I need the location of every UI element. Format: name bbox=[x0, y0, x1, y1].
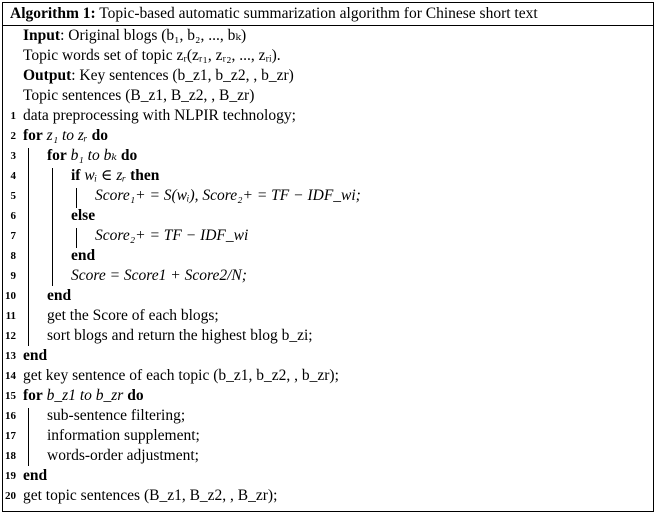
condition: wᵢ ∈ zᵣ bbox=[84, 167, 127, 184]
line-text: get topic sentences (B_z1, B_z2, , B_zr); bbox=[23, 487, 278, 504]
line-number: 7 bbox=[10, 230, 16, 242]
line-number: 5 bbox=[10, 190, 16, 202]
line-number: 18 bbox=[5, 450, 16, 462]
line-number: 17 bbox=[5, 430, 16, 442]
caption-label: Algorithm 1: bbox=[10, 5, 96, 22]
end-keyword: end bbox=[23, 467, 48, 484]
output-keyword: Output bbox=[23, 67, 72, 84]
loop-range: z₁ to zᵣ bbox=[46, 127, 88, 144]
line-text: get key sentence of each topic (b_z1, b_z2, , b_zr); bbox=[23, 367, 339, 384]
end-keyword: end bbox=[71, 247, 96, 264]
topic-words-text: Topic words set of topic zᵣ(zᵣ₁, zᵣ₂, ..., zᵣᵢ). bbox=[23, 47, 281, 64]
caption-title: Topic-based automatic summarization algorithm for Chinese short text bbox=[99, 5, 538, 22]
line-number: 1 bbox=[10, 110, 16, 122]
line-number: 2 bbox=[10, 130, 16, 142]
end-keyword: end bbox=[47, 287, 72, 304]
for-keyword: for bbox=[23, 387, 43, 404]
do-keyword: do bbox=[120, 147, 138, 164]
for-keyword: for bbox=[23, 127, 43, 144]
score-update: Score₂+ = TF − IDF_wi bbox=[95, 227, 249, 244]
loop-range: b₁ to bₖ bbox=[70, 147, 118, 164]
if-block-guide bbox=[76, 188, 77, 208]
else-block-guide bbox=[76, 228, 77, 248]
end-keyword: end bbox=[23, 347, 48, 364]
line-number: 11 bbox=[5, 310, 16, 322]
score-formula: Score = Score1 + Score2/N; bbox=[71, 267, 247, 284]
line-number: 8 bbox=[10, 250, 16, 262]
line-text: words-order adjustment; bbox=[47, 447, 199, 464]
line-number: 20 bbox=[5, 490, 16, 502]
else-keyword: else bbox=[71, 207, 96, 224]
input-text: : Original blogs (b₁, b₂, ..., bₖ) bbox=[60, 27, 247, 44]
line-number: 12 bbox=[5, 330, 16, 342]
line-text: sort blogs and return the highest blog b_zi; bbox=[47, 327, 313, 344]
score-update: Score₁+ = S(wᵢ), Score₂+ = TF − IDF_wi; bbox=[95, 187, 361, 204]
if-keyword: if bbox=[71, 167, 81, 184]
do-keyword: do bbox=[91, 127, 108, 144]
line-text: information supplement; bbox=[47, 427, 200, 444]
for-block-guide bbox=[28, 148, 29, 346]
line-number: 13 bbox=[5, 350, 16, 362]
line-text: data preprocessing with NLPIR technology; bbox=[23, 107, 296, 124]
do-keyword: do bbox=[127, 387, 144, 404]
line-number: 19 bbox=[5, 470, 16, 482]
for-keyword: for bbox=[47, 147, 67, 164]
line-number: 14 bbox=[5, 370, 16, 382]
line-number: 4 bbox=[10, 170, 16, 182]
line-text: sub-sentence filtering; bbox=[47, 407, 186, 424]
line-number: 15 bbox=[5, 390, 16, 402]
output-text: : Key sentences (b_z1, b_z2, , b_zr) bbox=[71, 67, 294, 84]
line-number: 10 bbox=[5, 290, 16, 302]
final-for-block-guide bbox=[28, 408, 29, 466]
loop-range: b_z1 to b_zr bbox=[46, 387, 124, 404]
line-number: 3 bbox=[10, 150, 16, 162]
line-number: 16 bbox=[5, 410, 16, 422]
line-text: get the Score of each blogs; bbox=[47, 307, 219, 324]
then-keyword: then bbox=[130, 167, 160, 184]
line-number: 6 bbox=[10, 210, 16, 222]
input-keyword: Input bbox=[23, 27, 61, 44]
inner-for-block-guide bbox=[52, 168, 53, 286]
line-number: 9 bbox=[10, 270, 16, 282]
topic-sentences-text: Topic sentences (B_z1, B_z2, , B_zr) bbox=[23, 87, 255, 104]
algorithm-caption bbox=[10, 5, 538, 23]
